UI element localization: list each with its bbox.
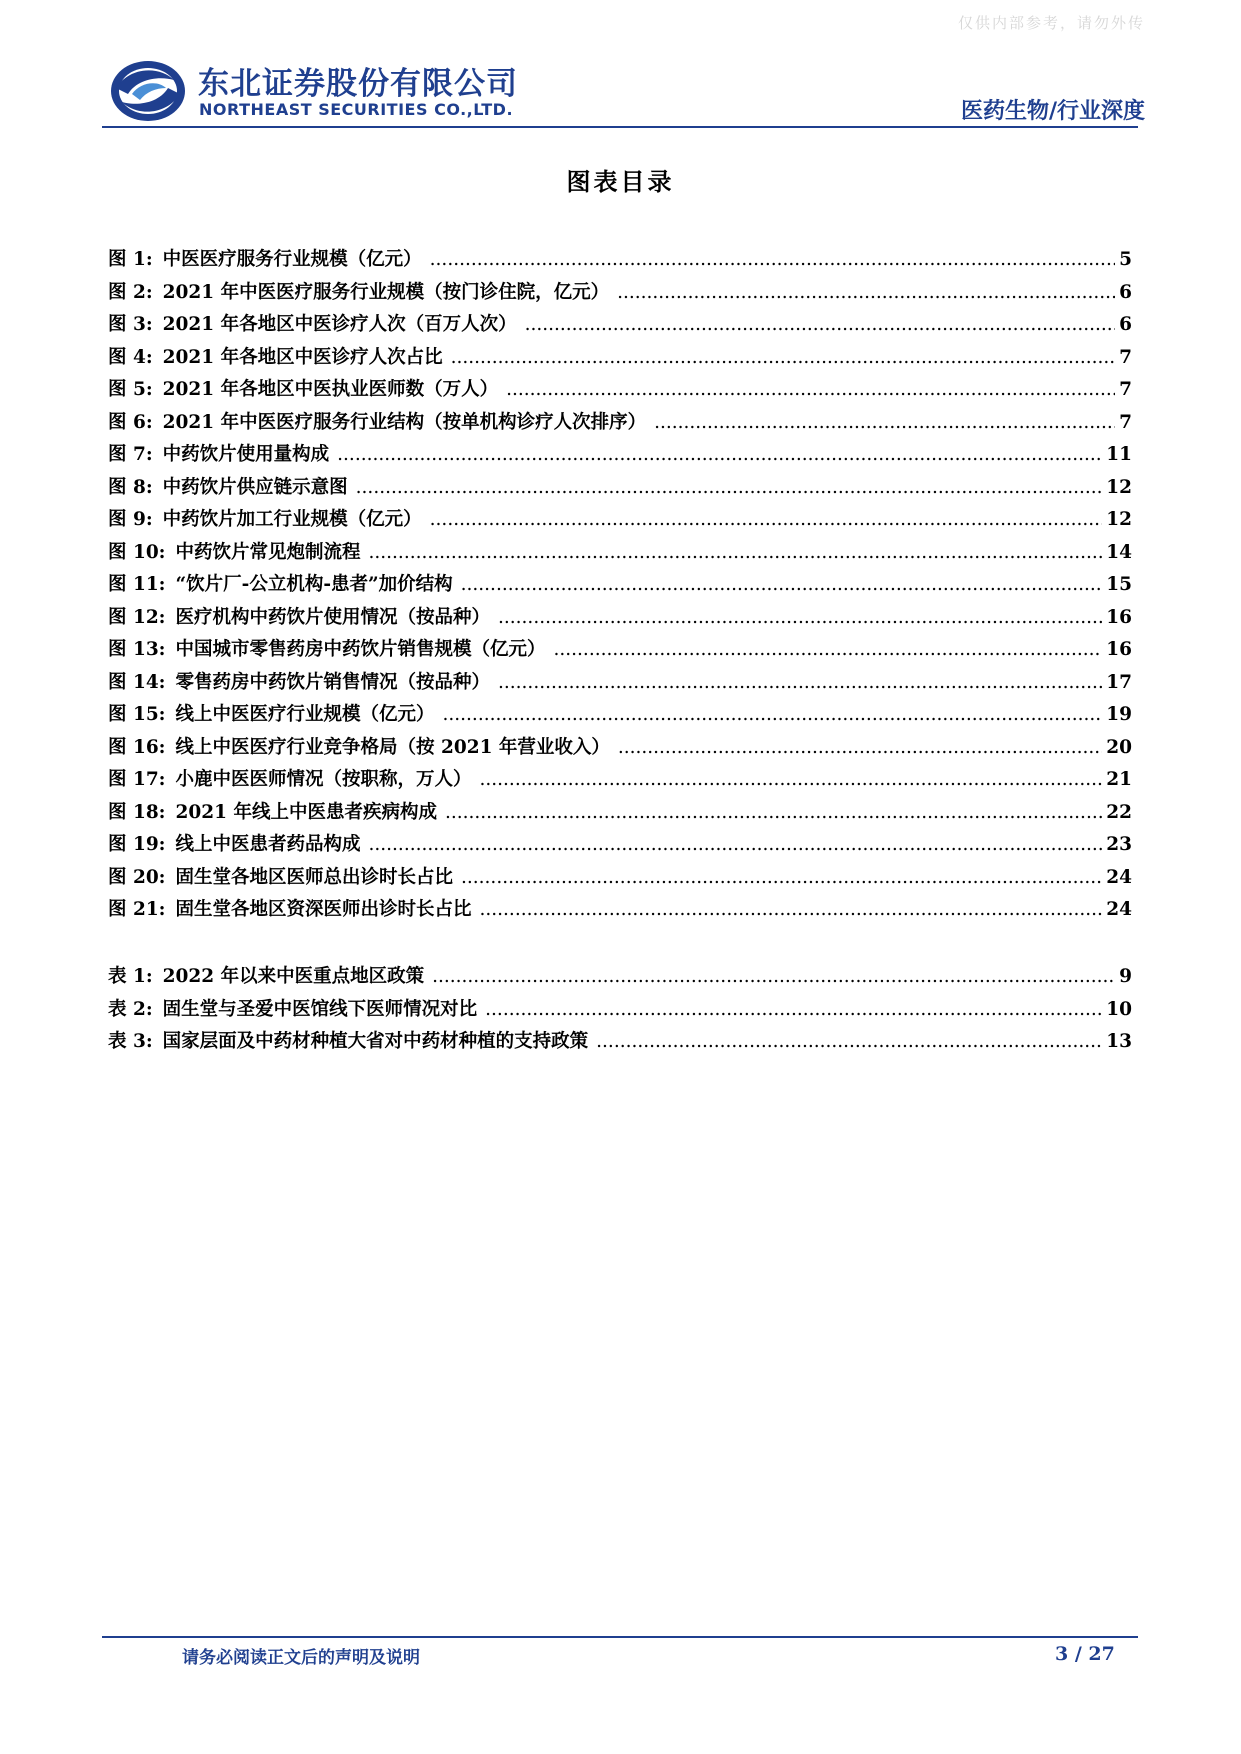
toc-dot-leader bbox=[525, 314, 1116, 335]
watermark: 仅供内部参考，请勿外传 bbox=[957, 14, 1145, 32]
toc-entry-label: 图 16: bbox=[108, 736, 166, 758]
toc-entry[interactable] bbox=[108, 635, 1132, 668]
toc-entry-page[interactable]: 14 bbox=[1106, 541, 1132, 563]
figure-list bbox=[108, 245, 1132, 928]
toc-entry[interactable] bbox=[108, 408, 1132, 441]
toc-entry-title[interactable]: 医疗机构中药饮片使用情况（按品种） bbox=[175, 606, 491, 628]
company-name-cn: 东北证券股份有限公司 bbox=[198, 66, 518, 102]
toc-entry-title[interactable]: 固生堂各地区医师总出诊时长占比 bbox=[175, 866, 454, 888]
toc-entry-title[interactable]: 中国城市零售药房中药饮片销售规模（亿元） bbox=[175, 639, 546, 660]
footer-disclaimer: 请务必阅读正文后的声明及说明 bbox=[182, 1648, 420, 1668]
toc-entry-label: 表 1: bbox=[108, 966, 153, 987]
toc-entry-title[interactable]: 线上中医患者药品构成 bbox=[175, 834, 361, 855]
toc-entry-page[interactable]: 12 bbox=[1106, 509, 1132, 530]
toc-entry[interactable] bbox=[108, 473, 1132, 506]
toc-entry-label: 图 11: bbox=[108, 574, 166, 595]
toc-dot-leader bbox=[554, 639, 1103, 660]
toc-dot-leader bbox=[356, 477, 1103, 498]
table-list bbox=[108, 962, 1132, 1060]
toc-entry[interactable] bbox=[108, 343, 1132, 376]
toc-entry-page[interactable]: 6 bbox=[1119, 281, 1132, 303]
toc-entry-page[interactable]: 20 bbox=[1106, 736, 1132, 758]
header-divider bbox=[102, 126, 1138, 128]
toc-entry-label: 图 18: bbox=[108, 801, 166, 823]
toc-entry-page[interactable]: 10 bbox=[1106, 998, 1132, 1020]
toc-entry-label: 图 1: bbox=[108, 249, 153, 270]
toc-entry[interactable] bbox=[108, 733, 1132, 766]
toc-dot-leader bbox=[498, 607, 1102, 628]
company-logo-icon bbox=[108, 58, 188, 124]
toc-dot-leader bbox=[617, 282, 1115, 303]
toc-dot-leader bbox=[445, 802, 1102, 823]
footer-divider bbox=[102, 1636, 1138, 1638]
toc-entry[interactable] bbox=[108, 765, 1132, 798]
toc-entry-title[interactable]: 2022 年以来中医重点地区政策 bbox=[162, 966, 425, 987]
toc-entry-label: 图 13: bbox=[108, 639, 166, 660]
toc-dot-leader bbox=[451, 347, 1116, 368]
toc-dot-leader bbox=[480, 899, 1103, 920]
toc-entry-page[interactable]: 23 bbox=[1106, 834, 1132, 855]
toc-entry-label: 图 9: bbox=[108, 509, 153, 530]
toc-entry[interactable] bbox=[108, 1027, 1132, 1060]
toc-dot-leader bbox=[498, 672, 1102, 693]
toc-entry-title[interactable]: 固生堂与圣爱中医馆线下医师情况对比 bbox=[162, 998, 478, 1020]
toc-entry-title[interactable]: 2021 年线上中医患者疾病构成 bbox=[175, 801, 437, 823]
toc-entry-title[interactable]: 2021 年各地区中医执业医师数（万人） bbox=[162, 379, 499, 400]
toc-entry-title[interactable]: 线上中医医疗行业规模（亿元） bbox=[175, 704, 435, 725]
toc-entry-label: 图 12: bbox=[108, 606, 166, 628]
toc-entry[interactable] bbox=[108, 863, 1132, 896]
toc-entry-page[interactable]: 24 bbox=[1106, 899, 1132, 920]
toc-entry[interactable] bbox=[108, 278, 1132, 311]
toc-dot-leader bbox=[485, 999, 1102, 1020]
toc-entry-label: 表 2: bbox=[108, 998, 153, 1020]
toc-entry[interactable] bbox=[108, 570, 1132, 603]
toc-entry-label: 图 7: bbox=[108, 444, 153, 465]
toc-entry-page[interactable]: 24 bbox=[1106, 866, 1132, 888]
toc-entry[interactable] bbox=[108, 538, 1132, 571]
toc-entry-title[interactable]: 线上中医医疗行业竞争格局（按 2021 年营业收入） bbox=[175, 736, 610, 758]
toc-entry-label: 图 15: bbox=[108, 704, 166, 725]
toc-entry-page[interactable]: 15 bbox=[1106, 574, 1132, 595]
toc-entry[interactable] bbox=[108, 440, 1132, 473]
toc-entry-label: 表 3: bbox=[108, 1031, 153, 1052]
toc-entry-label: 图 14: bbox=[108, 671, 166, 693]
toc-entry-title[interactable]: 小鹿中医医师情况（按职称，万人） bbox=[175, 769, 472, 790]
toc-entry[interactable] bbox=[108, 995, 1132, 1028]
toc-entry-title[interactable]: 中医医疗服务行业规模（亿元） bbox=[162, 249, 422, 270]
toc-entry-page[interactable]: 22 bbox=[1106, 801, 1132, 823]
toc-entry-title[interactable]: 中药饮片加工行业规模（亿元） bbox=[162, 509, 422, 530]
toc-entry-label: 图 2: bbox=[108, 281, 153, 303]
toc-entry[interactable] bbox=[108, 603, 1132, 636]
report-section-label: 医药生物/行业深度 bbox=[960, 99, 1145, 124]
toc-entry-title[interactable]: 2021 年中医医疗服务行业规模（按门诊住院，亿元） bbox=[162, 281, 610, 303]
toc-entry-title[interactable]: 中药饮片常见炮制流程 bbox=[175, 541, 361, 563]
toc-entry-label: 图 4: bbox=[108, 346, 153, 368]
toc-entry-page[interactable]: 11 bbox=[1106, 444, 1132, 465]
toc-entry-page[interactable]: 13 bbox=[1106, 1031, 1132, 1052]
toc-entry-page[interactable]: 7 bbox=[1119, 379, 1132, 400]
company-name-en: NORTHEAST SECURITIES CO.,LTD. bbox=[199, 100, 514, 119]
toc-entry-title[interactable]: 2021 年各地区中医诊疗人次占比 bbox=[162, 346, 443, 368]
toc-entry-label: 图 5: bbox=[108, 379, 153, 400]
toc-entry-page[interactable]: 21 bbox=[1106, 769, 1132, 790]
toc-entry-title[interactable]: 国家层面及中药材种植大省对中药材种植的支持政策 bbox=[162, 1031, 589, 1052]
toc-entry-title[interactable]: 中药饮片使用量构成 bbox=[162, 444, 330, 465]
toc-entry[interactable] bbox=[108, 375, 1132, 408]
toc-entry-label: 图 10: bbox=[108, 541, 166, 563]
toc-entry[interactable] bbox=[108, 895, 1132, 928]
toc-dot-leader bbox=[596, 1031, 1102, 1052]
toc-entry-page[interactable]: 12 bbox=[1106, 476, 1132, 498]
toc-entry-label: 图 20: bbox=[108, 866, 166, 888]
toc-entry-page[interactable]: 7 bbox=[1119, 411, 1132, 433]
toc-dot-leader bbox=[430, 509, 1103, 530]
toc-entry-title[interactable]: 2021 年中医医疗服务行业结构（按单机构诊疗人次排序） bbox=[162, 411, 647, 433]
toc-entry-label: 图 21: bbox=[108, 899, 166, 920]
toc-dot-leader bbox=[461, 867, 1102, 888]
toc-entry[interactable] bbox=[108, 668, 1132, 701]
toc-entry-label: 图 3: bbox=[108, 314, 153, 335]
toc-dot-leader bbox=[506, 379, 1115, 400]
toc-entry-page[interactable]: 16 bbox=[1106, 606, 1132, 628]
page-number: 3 / 27 bbox=[1055, 1643, 1115, 1665]
toc-entry-page[interactable]: 17 bbox=[1106, 671, 1132, 693]
toc-entry-title[interactable]: 零售药房中药饮片销售情况（按品种） bbox=[175, 671, 491, 693]
toc-entry[interactable] bbox=[108, 798, 1132, 831]
toc-dot-leader bbox=[432, 966, 1115, 987]
toc-dot-leader bbox=[618, 737, 1102, 758]
toc-entry-label: 图 8: bbox=[108, 476, 153, 498]
toc-entry[interactable] bbox=[108, 310, 1132, 343]
toc-entry-label: 图 19: bbox=[108, 834, 166, 855]
toc-dot-leader bbox=[369, 542, 1103, 563]
toc-entry-page[interactable]: 9 bbox=[1119, 966, 1132, 987]
toc-entry-title[interactable]: 中药饮片供应链示意图 bbox=[162, 476, 348, 498]
toc-entry-page[interactable]: 5 bbox=[1119, 249, 1132, 270]
toc-entry-page[interactable]: 7 bbox=[1119, 346, 1132, 368]
toc-entry-page[interactable]: 6 bbox=[1119, 314, 1132, 335]
page-title: 图表目录 bbox=[566, 168, 675, 196]
toc-dot-leader bbox=[461, 574, 1103, 595]
toc-entry[interactable] bbox=[108, 830, 1132, 863]
toc-entry-title[interactable]: 固生堂各地区资深医师出诊时长占比 bbox=[175, 899, 472, 920]
toc-dot-leader bbox=[337, 444, 1102, 465]
toc-dot-leader bbox=[369, 834, 1103, 855]
toc-entry-label: 图 6: bbox=[108, 411, 153, 433]
toc-dot-leader bbox=[430, 249, 1115, 270]
toc-entry-page[interactable]: 19 bbox=[1106, 704, 1132, 725]
toc-dot-leader bbox=[443, 704, 1103, 725]
toc-dot-leader bbox=[480, 769, 1103, 790]
toc-entry[interactable] bbox=[108, 962, 1132, 995]
toc-entry-title[interactable]: “饮片厂-公立机构-患者”加价结构 bbox=[175, 574, 453, 595]
toc-entry[interactable] bbox=[108, 245, 1132, 278]
toc-entry-label: 图 17: bbox=[108, 769, 166, 790]
toc-entry-title[interactable]: 2021 年各地区中医诊疗人次（百万人次） bbox=[162, 314, 517, 335]
toc-entry[interactable] bbox=[108, 505, 1132, 538]
toc-dot-leader bbox=[654, 412, 1115, 433]
toc-entry-page[interactable]: 16 bbox=[1106, 639, 1132, 660]
toc-entry[interactable] bbox=[108, 700, 1132, 733]
